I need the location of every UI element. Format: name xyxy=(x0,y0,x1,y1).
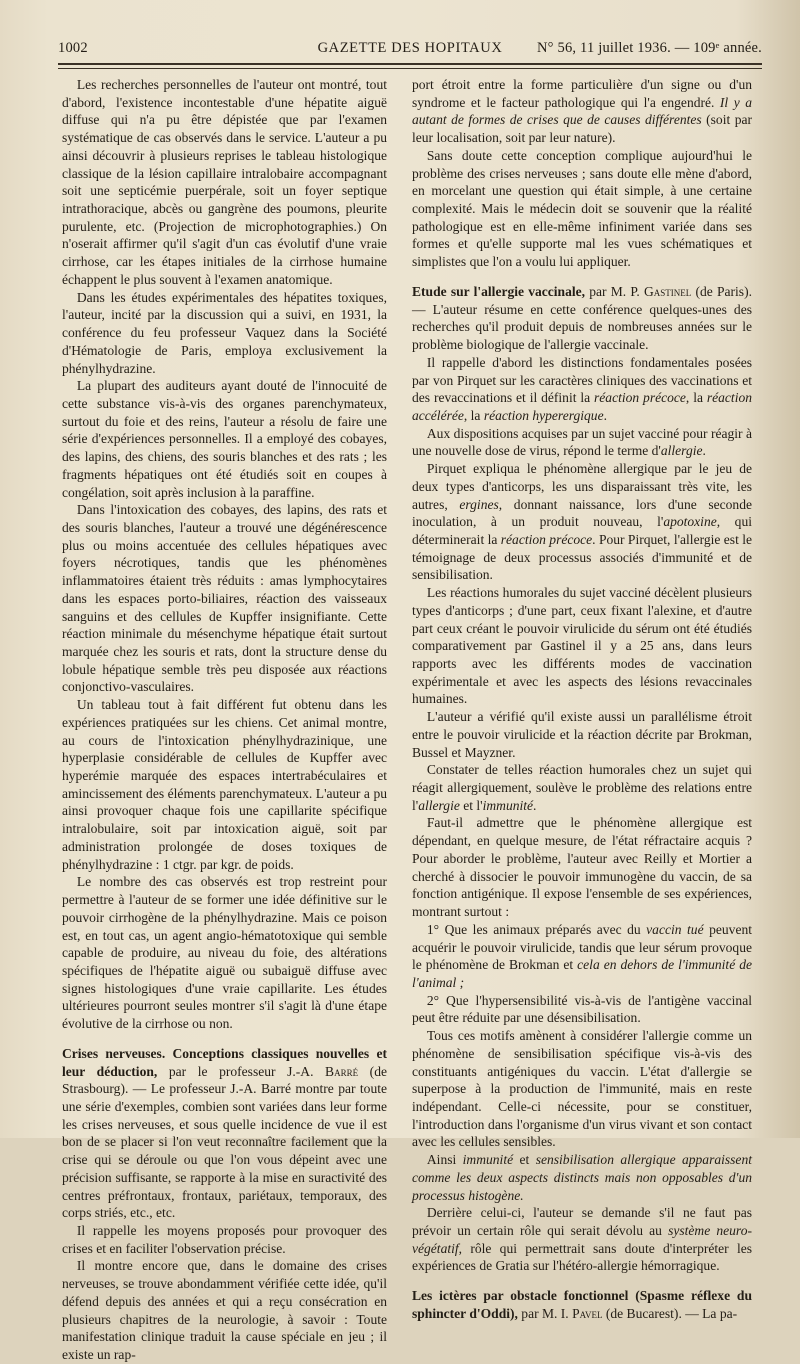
text-run: . Pour Pirquet, l'allergie est le témoignage de deux processus associés d'immunité et de sensibilisation. xyxy=(412,531,753,583)
author-prefix: par M. P. xyxy=(585,283,644,299)
issue-date: N° 56, 11 juillet 1936. — 109ᵉ année. xyxy=(537,40,762,56)
paragraph: L'auteur a vérifié qu'il existe aussi un parallélisme étroit entre le pouvoir virulicide et la réaction décrite par Brokman, Bussel et Mayzner. xyxy=(412,709,752,760)
section-title: Les ictères par obstacle fonctionnel (Spasme réflexe du sphincter d'Oddi), xyxy=(412,1288,752,1321)
emphasis: Il y a autant de formes de crises que de causes différentes xyxy=(412,94,752,128)
paragraph: Un tableau tout à fait différent fut obtenu dans les expériences pratiquées sur les chiens. Cet animal montre, au cours de l'intoxication phénylhydrazinique, une hyperplasie considérable de cellules de Kupffer avec hyperémie marquée des espaces intertrabéculaires et amincissement des éléments parenchymateux. L'auteur a pu ainsi provoquer chaque fois une capillarite spécifique intralobulaire, soit par intoxication aiguë, soit par administration prolongée de doses toxiques de phénylhydrazine : 1 ctgr. par kgr. de poids. xyxy=(62,697,387,872)
emphasis: sensibilisation allergique apparaissent comme les deux aspects distincts mais non opposables d'un processus histogène. xyxy=(412,1152,752,1203)
text-run: peuvent acquérir le pouvoir virulicide, tandis que leur sérum provoque le phénomène de Brokman et xyxy=(412,921,752,973)
text-run: Derrière celui-ci, l'auteur se demande s'il ne faut pas prévoir un certain rôle qui serait dévolu au xyxy=(412,1205,752,1238)
text-run: Ainsi xyxy=(426,1152,463,1168)
header-rule-thick xyxy=(58,63,762,65)
paragraph xyxy=(412,761,752,814)
section-gap xyxy=(62,1033,387,1045)
emphasis: réaction accélérée xyxy=(412,390,753,423)
journal-title: GAZETTE DES HOPITAUX xyxy=(317,40,503,56)
text-run: (soit par leur localisation, soit par leur nature). xyxy=(412,112,752,146)
page-number: 1002 xyxy=(58,40,88,56)
paragraph xyxy=(412,1204,752,1275)
text-run: 1° Que les animaux préparés avec du xyxy=(426,921,647,937)
emphasis: réaction hyperergique xyxy=(483,407,604,423)
header-rule-thin xyxy=(58,68,762,69)
running-header xyxy=(58,40,762,62)
paragraph: Il montre encore que, dans le domaine des crises nerveuses, se trouve abondamment vérifiée cette idée, qu'il défend depuis des années et qui a reçu consécration en plusieurs chapitres de la neurologie, à savoir : Toute manifestation clinique traduit la cause spéciale en jeu ; il existe un rap- xyxy=(62,1258,387,1363)
text-run: , la xyxy=(685,390,707,406)
paragraph: Il rappelle les moyens proposés pour provoquer des crises et en faciliter l'observation précise. xyxy=(62,1223,387,1256)
paragraph xyxy=(412,460,752,584)
text-run: , rôle qui permettrait sans doute d'interpréter les expériences de Gratia sur l'hétéro-allergie hémorragique. xyxy=(412,1240,752,1274)
author-name: Pavel xyxy=(572,1305,603,1321)
emphasis: ergines xyxy=(459,496,499,512)
text-run: et xyxy=(513,1152,536,1168)
section-title: Etude sur l'allergie vaccinale, xyxy=(412,283,586,299)
paragraph: La plupart des auditeurs ayant douté de l'innocuité de cette substance vis-à-vis des organes parenchymateux, surtout du foie et des reins, l'auteur a résolu de faire une série d'expériences personnelles. Il a employé des cobayes, des lapins, des chiens, des souris blanches et des rats ; les fragments hépatiques ont été étudiés soit en coupes à congélation, soit après inclusion à la paraffine. xyxy=(62,378,387,500)
author-prefix: par le professeur J.-A. xyxy=(157,1063,326,1079)
emphasis: vaccin tué xyxy=(646,921,704,937)
emphasis: système neuro-végétatif xyxy=(412,1223,752,1256)
paragraph: Sans doute cette conception complique aujourd'hui le problème des crises nerveuses ; sans doute elle mène d'abord, en morcelant une question qui était simple, à une certaine complexité. Mais le médecin doit se souvenir que la réalité pathologique est en elle-même infiniment variée dans ses formes et qu'elle supporte mal les vues schématiques et simplistes que l'on a voulu lui appliquer. xyxy=(412,147,752,270)
text-run: . xyxy=(702,443,706,459)
emphasis: allergie xyxy=(660,443,703,459)
author-name: Barré xyxy=(325,1063,359,1079)
paragraph: Dans l'intoxication des cobayes, des lapins, des rats et des souris blanches, l'auteur a trouvé une dégénérescence plus ou moins accentuée des cellules hépatiques avec foyers nécrotiques, tandis que les phénomènes inflammatoires étaient très réduits : amas lymphocytaires dans les espaces porto-biliaires, réaction des vaisseaux sanguins et des cellules de Kupffer insignifiante. Cette réaction minimale du mésenchyme hépatique était surtout marquée chez les souris et rats, dont la structure dense du lobule hépatique semble très peu disposée aux réactions conjonctivo-vasculaires. xyxy=(62,502,387,695)
author-prefix: par M. I. xyxy=(517,1305,573,1321)
emphasis: apotoxine xyxy=(663,514,717,530)
text-run: Constater de telles réaction humorales chez un sujet qui réagit allergiquement, soulève le problème des relations entre l' xyxy=(412,762,752,813)
paragraph xyxy=(412,1151,752,1204)
section-title: Crises nerveuses. Conceptions classiques nouvelles et leur déduction, xyxy=(62,1045,387,1079)
text-run: Il rappelle d'abord les distinctions fondamentales posées par von Pirquet sur les caractères cliniques des vaccinations et des revaccinations et il définit la xyxy=(412,354,752,406)
text-run: port étroit entre la forme particulière d'un signe ou d'un syndrome et le facteur pathologique qui l'a engendré. xyxy=(412,77,752,110)
author-name: Gastinel xyxy=(644,283,692,299)
paragraph: Les recherches personnelles de l'auteur ont montré, tout d'abord, l'existence incontestable d'une hépatite aiguë diffuse qui n'a pu être dépistée que par l'examen systématique de cas observés dans le service. L'auteur a pu ainsi découvrir à plusieurs reprises le tableau histologique classique de la lésion capillaire intralobaire accompagnant soit une septicémie puerpérale, soit un foyer septique intrathoracique, abcès ou gangrène des poumons, pleurite purulente, etc. (Projection de microphotographies.) On n'oserait affirmer qu'il s'agit d'un cas évolutif d'une vraie cirrhose, car les étapes initiales de la cirrhose humaine échappent le plus souvent à l'examen anatomique. xyxy=(62,77,387,287)
emphasis: immunité xyxy=(462,1152,514,1168)
emphasis: cela en dehors de l'immunité de l'animal ; xyxy=(412,957,752,990)
section-gap xyxy=(412,271,752,283)
text-run: Aux dispositions acquises par un sujet vacciné pour réagir à une nouvelle dose de virus, répond le terme d' xyxy=(412,425,752,459)
section-gap xyxy=(412,1275,752,1287)
text-run: . xyxy=(533,797,537,813)
paragraph xyxy=(412,76,752,147)
text-run: et l' xyxy=(459,797,483,813)
text-run: , qui déterminerait la xyxy=(412,514,752,547)
emphasis: réaction précoce xyxy=(594,390,686,406)
left-column xyxy=(62,76,387,1364)
section-intro: (de Strasbourg). — Le professeur J.-A. Barré montre par toute une série d'exemples, combien sont variées dans leur forme les crises nerveuses, et sous quelle incidence de vue il est bon de se placer si l'on veut reconnaître facilement que la crise qui se déroule ou que l'on vous dépeint avec une précision suffisante, se rapporte à la mise en suractivité des centres préfrontaux, frontaux, pariétaux, temporaux, des corps striés, etc., etc. xyxy=(62,1063,387,1221)
section-intro: (de Bucarest). — La pa- xyxy=(602,1305,738,1321)
paragraph xyxy=(412,425,752,460)
paragraph: Le nombre des cas observés est trop restreint pour permettre à l'auteur de se former une idée définitive sur le pouvoir cirrhogène de la phénylhydrazine. Mais ce poison est, en tout cas, un agent angio-hématotoxique qui semble capable de produire, au niveau du foie, des altérations spécifiques de l'hépatite aiguë ou subaiguë diffuse avec signes histologiques d'une vraie capillarite. Les études ultérieures pourront seules montrer s'il s'agit là d'une étape évolutive de la cirrhose ou non. xyxy=(62,874,387,1032)
paragraph xyxy=(412,354,752,425)
section-intro: (de Paris). — L'auteur résume en cette conférence quelques-unes des recherches qu'il produit depuis de nombreuses années sur le problème biologique de l'allergie vaccinale. xyxy=(412,283,752,353)
paragraph: Dans les études expérimentales des hépatites toxiques, l'auteur, incité par la discussion qui a suivi, en 1931, la conférence du feu professeur Vaquez dans la Société d'Hématologie de Paris, employa exclusivement la phénylhydrazine. xyxy=(62,289,387,376)
text-run: Pirquet expliqua le phénomène allergique par le jeu de deux types d'anticorps, les uns disparaissant très vite, les autres, xyxy=(412,461,752,512)
emphasis: allergie xyxy=(418,797,460,813)
text-run: , donnant naissance, lors d'une seconde inoculation, à un produit nouveau, l' xyxy=(412,496,752,530)
paragraph: Tous ces motifs amènent à considérer l'allergie comme un phénomène de sensibilisation spécifique vis-à-vis des constituants antigéniques du vaccin. L'état d'allergie se superpose à la production de l'immunité, mais en reste indépendant. Celle-ci nécessite, pour se constituer, l'introduction dans l'organisme d'un virus vivant et son contact avec les cellules sensibles. xyxy=(412,1028,752,1150)
right-column xyxy=(412,76,752,1323)
text-run: . xyxy=(603,407,607,423)
list-item xyxy=(412,921,752,992)
list-item: 2° Que l'hypersensibilité vis-à-vis de l'antigène vaccinal peut être réduite par une désensibilisation. xyxy=(412,992,752,1026)
emphasis: réaction précoce xyxy=(500,531,593,547)
text-run: , la xyxy=(463,407,484,423)
paragraph: Faut-il admettre que le phénomène allergique est dépendant, en quelque mesure, de l'état réfractaire acquis ? Pour aborder le problème, l'auteur avec Reilly et Mortier a cherché à dissocier le pouvoir immunogène du vaccin, de sa fonction antigénique. Il expose l'ensemble de ses expériences, montrant surtout : xyxy=(412,815,752,920)
paragraph: Les réactions humorales du sujet vacciné décèlent plusieurs types d'anticorps ; d'une part, ceux fixant l'alexine, et d'autre part ceux créant le pouvoir virulicide du sérum ont été étudiés comparativement par Gastinel il y a 25 ans, dans leurs rapports avec les différents modes de vaccination expérimentale et avec les aspects des lésions revaccinales humaines. xyxy=(412,585,752,707)
emphasis: immunité xyxy=(482,797,534,813)
